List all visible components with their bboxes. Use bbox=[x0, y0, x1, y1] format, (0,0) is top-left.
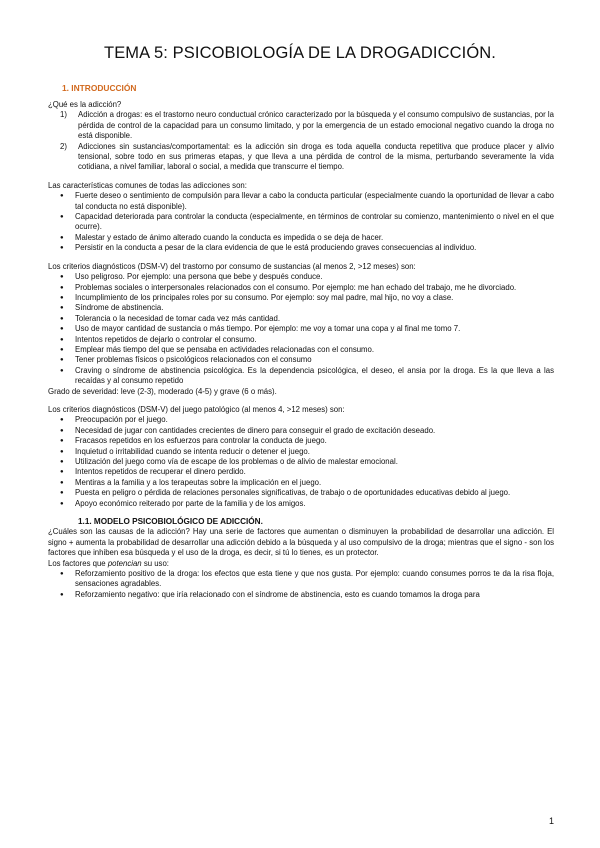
list-item: ● Intentos repetidos de dejarlo o controlar el consumo. bbox=[48, 335, 554, 345]
list-item bbox=[48, 142, 554, 173]
list-item: ● Síndrome de abstinencia. bbox=[48, 303, 554, 313]
list-item: ● Tener problemas físicos o psicológicos relacionados con el consumo bbox=[48, 355, 554, 365]
factors-list bbox=[48, 569, 554, 600]
list-number: 2) bbox=[60, 141, 67, 151]
page-number: 1 bbox=[548, 816, 554, 826]
factors-intro bbox=[48, 559, 554, 569]
list-item: ● Reforzamiento negativo: que iría relacionado con el síndrome de abstinencia, esto es cuando tomamos la droga para bbox=[48, 590, 554, 600]
factors-intro-text: Los factores que bbox=[48, 558, 108, 568]
definitions-list bbox=[48, 110, 554, 172]
list-item: ● Inquietud o irritabilidad cuando se intenta reducir o detener el juego. bbox=[48, 447, 554, 457]
list-item: ● Capacidad deteriorada para controlar la conducta (especialmente, en términos de controlar su comienzo, mantenimiento o nivel en el que ocurre). bbox=[48, 212, 554, 233]
question-heading: ¿Qué es la adicción? bbox=[48, 100, 122, 109]
section-heading-introduccion: 1. INTRODUCCIÓN bbox=[62, 83, 137, 93]
factors-intro-emphasis: potencian bbox=[107, 558, 142, 568]
list-item: ● Intentos repetidos de recuperar el dinero perdido. bbox=[48, 467, 554, 477]
document-body bbox=[48, 100, 554, 600]
page-title: TEMA 5: PSICOBIOLOGÍA DE LA DROGADICCIÓN. bbox=[104, 44, 496, 62]
list-item: ● Tolerancia o la necesidad de tomar cada vez más cantidad. bbox=[48, 314, 554, 324]
list-item bbox=[48, 110, 554, 141]
list-item: ● Preocupación por el juego. bbox=[48, 415, 554, 425]
common-list bbox=[48, 191, 554, 253]
causes-paragraph: ¿Cuáles son las causas de la adicción? Hay una serie de factores que aumentan o disminuyen la probabilidad de desarrollar una adicción. El signo + aumenta la probabilidad de desarrollar una adicción debido a la búsqueda y al uso compulsivo de la droga; mientras que el signo - son los factores que inhiben esa búsqueda y el uso de la droga, es decir, si tú lo tienes, es un protector. bbox=[48, 527, 554, 558]
list-item: ● Incumplimiento de los principales roles por su consumo. Por ejemplo: soy mal padre, mal hijo, no voy a clase. bbox=[48, 293, 554, 303]
list-item: ● Malestar y estado de ánimo alterado cuando la conducta es impedida o se deja de hacer. bbox=[48, 233, 554, 243]
dsm-substance-intro: Los criterios diagnósticos (DSM-V) del trastorno por consumo de sustancias (al menos 2, >12 meses) son: bbox=[48, 261, 416, 271]
list-item: ● Emplear más tiempo del que se pensaba en actividades relacionadas con el consumo. bbox=[48, 345, 554, 355]
list-item: ● Necesidad de jugar con cantidades crecientes de dinero para conseguir el grado de excitación deseado. bbox=[48, 426, 554, 436]
dsm-substance-list bbox=[48, 272, 554, 386]
list-item: ● Fuerte deseo o sentimiento de compulsión para llevar a cabo la conducta particular (especialmente cuando la oportunidad de llevar a cabo tal conducta no está disponible). bbox=[48, 191, 554, 212]
list-item: ● Problemas sociales o interpersonales relacionados con el consumo. Por ejemplo: me han echado del trabajo, me he divorciado. bbox=[48, 283, 554, 293]
list-item: ● Reforzamiento positivo de la droga: los efectos que esta tiene y que nos gusta. Por ejemplo: cuando consumes porros te da la risa floja, sensaciones agradables. bbox=[48, 569, 554, 590]
list-item: ● Craving o síndrome de abstinencia psicológica. Es la dependencia psicológica, el deseo, el ansia por la droga. Es la que lleva a las recaídas y al consumo repetido bbox=[48, 366, 554, 387]
list-number: 1) bbox=[60, 110, 67, 120]
list-item: ● Uso peligroso. Por ejemplo: una persona que bebe y después conduce. bbox=[48, 272, 554, 282]
list-item: ● Puesta en peligro o pérdida de relaciones personales significativas, de trabajo o de oportunidades educativas debido al juego. bbox=[48, 488, 554, 498]
list-item-text: Adicción a drogas: es el trastorno neuro conductual crónico caracterizado por la búsqueda y el consumo compulsivo de sustancias, por la pérdida de control de la capacidad para un consumo limitado, y por la emergencia de un estado emocional negativo cuando la droga no está disponible. bbox=[78, 110, 554, 141]
list-item: ● Fracasos repetidos en los esfuerzos para controlar la conducta de juego. bbox=[48, 436, 554, 446]
common-intro: Las características comunes de todas las adicciones son: bbox=[48, 180, 247, 190]
factors-intro-tail: su uso: bbox=[141, 558, 169, 568]
dsm-gambling-list bbox=[48, 415, 554, 509]
list-item-text: Adicciones sin sustancias/comportamental: es la adicción sin droga es toda aquella conducta repetitiva que produce placer y alivio tensional, sobre todo en sus primeras etapas, y que lleva a una pérdida de control de la misma, perturbando severamente la vida cotidiana, a nivel familiar, laboral o social, a medida que transcurre el tiempo. bbox=[78, 141, 554, 172]
list-item: ● Utilización del juego como vía de escape de los problemas o de alivio de malestar emocional. bbox=[48, 457, 554, 467]
list-item: ● Mentiras a la familia y a los terapeutas sobre la implicación en el juego. bbox=[48, 478, 554, 488]
severity-note: Grado de severidad: leve (2-3), moderado (4-5) y grave (6 o más). bbox=[48, 386, 277, 396]
subsection-heading: 1.1. MODELO PSICOBIOLÓGICO DE ADICCIÓN. bbox=[78, 517, 263, 527]
list-item: ● Apoyo económico reiterado por parte de la familia y de los amigos. bbox=[48, 499, 554, 509]
list-item: ● Persistir en la conducta a pesar de la clara evidencia de que le está produciendo graves consecuencias al individuo. bbox=[48, 243, 554, 253]
list-item: ● Uso de mayor cantidad de sustancia o más tiempo. Por ejemplo: me voy a tomar una copa y al final me tomo 7. bbox=[48, 324, 554, 334]
dsm-gambling-intro: Los criterios diagnósticos (DSM-V) del juego patológico (al menos 4, >12 meses) son: bbox=[48, 404, 345, 414]
